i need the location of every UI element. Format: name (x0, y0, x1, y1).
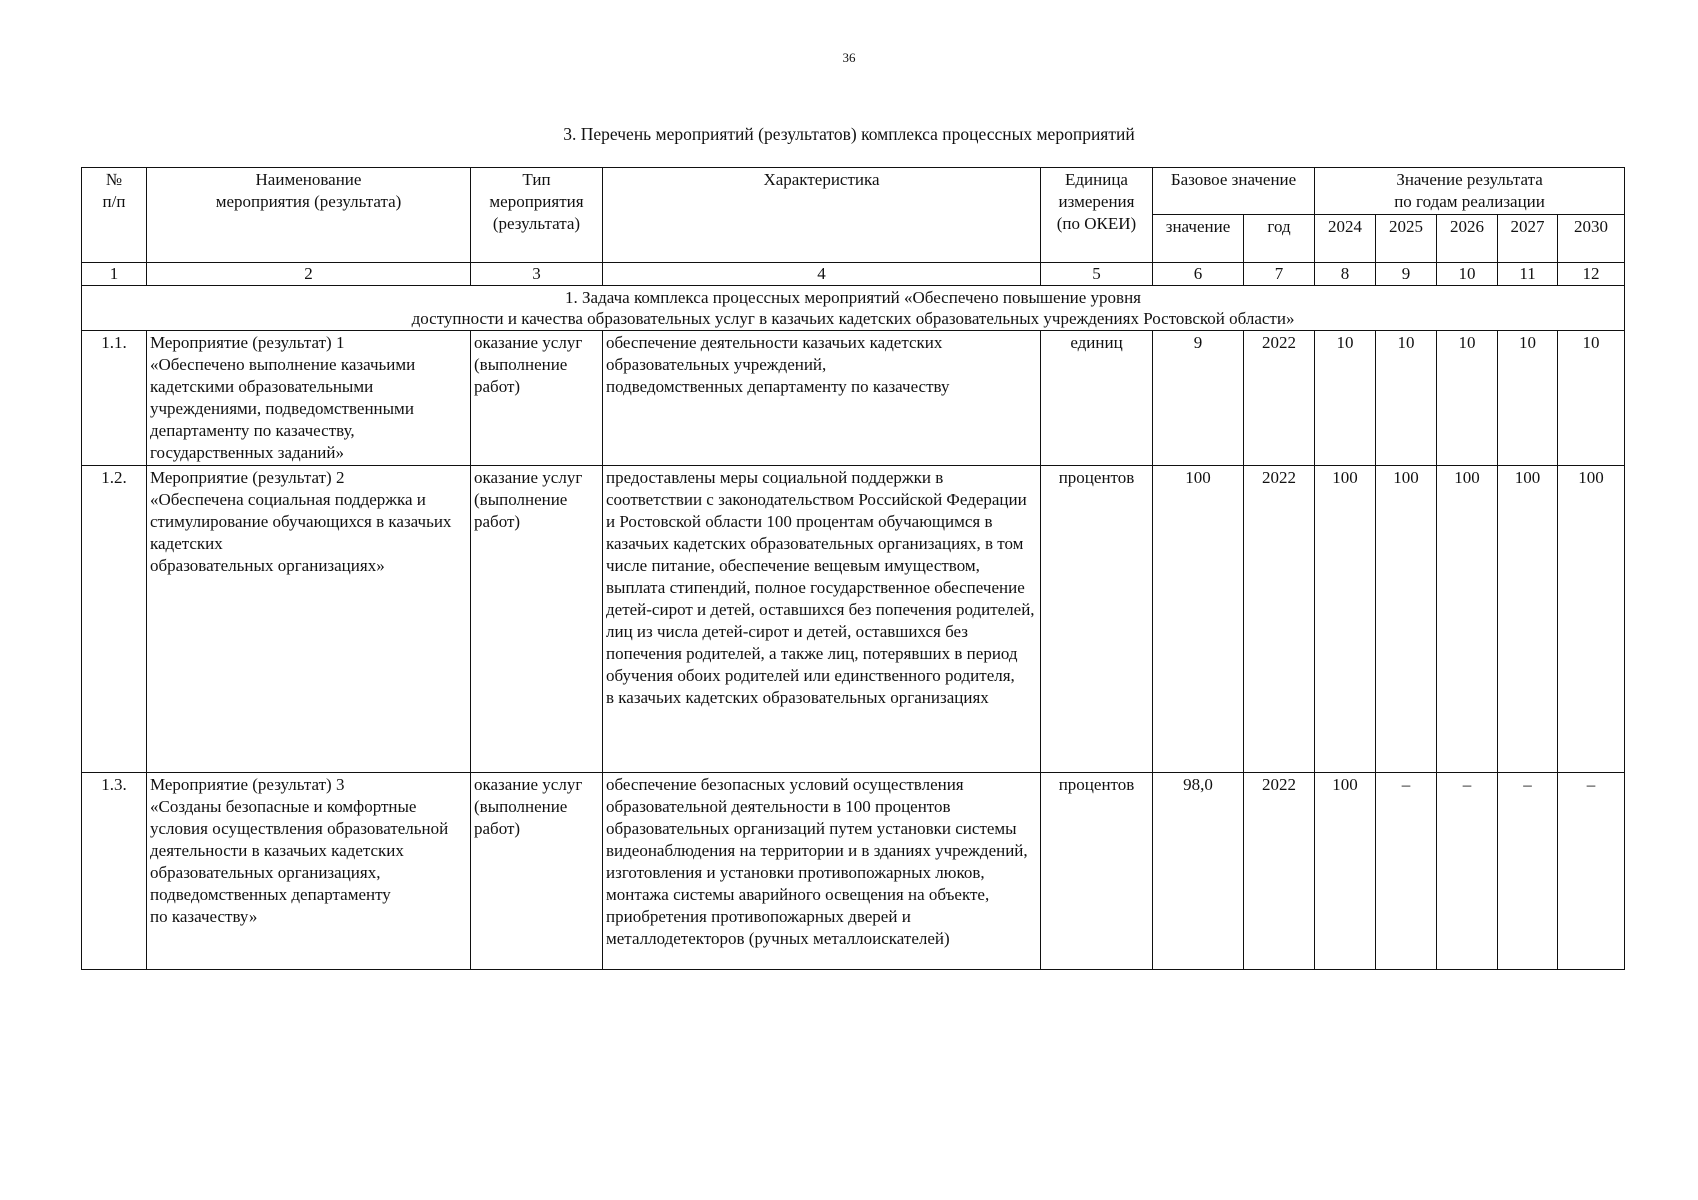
column-number: 4 (603, 263, 1041, 286)
table-body (82, 263, 1625, 970)
row-value-2026: 100 (1437, 466, 1498, 773)
header-type: Тип мероприятия (результата) (471, 168, 603, 263)
row-unit: единиц (1041, 331, 1153, 466)
row-type: оказание услуг (выполнение работ) (471, 466, 603, 773)
table-row (82, 466, 1625, 773)
row-description: предоставлены меры социальной поддержки в соответствии с законодательством Российской Федерации и Ростовской области 100 процентам обучающимся в казачьих кадетских образовательных организациях, в том числе питание, обеспечение вещевым имуществом, выплата стипендий, полное государственное обеспечение детей-сирот и детей, оставшихся без попечения родителей, лиц из числа детей-сирот и детей, оставшихся без попечения родителей, а также лиц, потерявших в период обучения обоих родителей или единственного родителя, в казачьих кадетских образовательных организациях (603, 466, 1041, 773)
row-unit: процентов (1041, 466, 1153, 773)
row-value-2026: – (1437, 773, 1498, 970)
column-number: 3 (471, 263, 603, 286)
row-base-year: 2022 (1244, 773, 1315, 970)
table-row (82, 331, 1625, 466)
column-number: 2 (147, 263, 471, 286)
column-number: 10 (1437, 263, 1498, 286)
table-row (82, 773, 1625, 970)
task-row (82, 286, 1625, 331)
header-base-year: год (1244, 215, 1315, 263)
row-description: обеспечение деятельности казачьих кадетских образовательных учреждений, подведомственных департаменту по казачеству (603, 331, 1041, 466)
results-table (81, 167, 1625, 970)
column-number: 12 (1558, 263, 1625, 286)
row-base-year: 2022 (1244, 331, 1315, 466)
task-title: 1. Задача комплекса процессных мероприятий «Обеспечено повышение уровня доступности и качества образовательных услуг в казачьих кадетских образовательных учреждениях Ростовской области» (82, 286, 1625, 331)
header-year-2027: 2027 (1498, 215, 1558, 263)
header-unit: Единица измерения (по ОКЕИ) (1041, 168, 1153, 263)
row-value-2025: 100 (1376, 466, 1437, 773)
row-value-2030: 10 (1558, 331, 1625, 466)
row-base-value: 98,0 (1153, 773, 1244, 970)
header-year-2026: 2026 (1437, 215, 1498, 263)
column-number: 1 (82, 263, 147, 286)
column-number: 6 (1153, 263, 1244, 286)
column-number: 5 (1041, 263, 1153, 286)
column-numbers-row (82, 263, 1625, 286)
row-name: Мероприятие (результат) 1 «Обеспечено выполнение казачьими кадетскими образовательными учреждениями, подведомственными департаменту по казачеству, государственных заданий» (147, 331, 471, 466)
section-title: 3. Перечень мероприятий (результатов) комплекса процессных мероприятий (563, 124, 1135, 144)
header-description: Характеристика (603, 168, 1041, 263)
row-value-2025: – (1376, 773, 1437, 970)
row-value-2024: 10 (1315, 331, 1376, 466)
row-type: оказание услуг (выполнение работ) (471, 331, 603, 466)
header-year-2025: 2025 (1376, 215, 1437, 263)
page-number: 36 (842, 50, 856, 65)
row-value-2024: 100 (1315, 466, 1376, 773)
header-year-2024: 2024 (1315, 215, 1376, 263)
row-base-year: 2022 (1244, 466, 1315, 773)
row-unit: процентов (1041, 773, 1153, 970)
row-description: обеспечение безопасных условий осуществления образовательной деятельности в 100 процентов образовательных организаций путем установки системы видеонаблюдения на территории и в зданиях учреждений, изготовления и установки противопожарных люков, монтажа системы аварийного освещения на объекте, приобретения противопожарных дверей и металлодетекторов (ручных металлоискателей) (603, 773, 1041, 970)
row-type: оказание услуг (выполнение работ) (471, 773, 603, 970)
column-number: 11 (1498, 263, 1558, 286)
table-header (82, 168, 1625, 263)
row-number: 1.3. (82, 773, 147, 970)
header-results: Значение результата по годам реализации (1315, 168, 1625, 215)
row-base-value: 100 (1153, 466, 1244, 773)
row-name: Мероприятие (результат) 2 «Обеспечена социальная поддержка и стимулирование обучающихся в казачьих кадетских образовательных организациях» (147, 466, 471, 773)
row-number: 1.2. (82, 466, 147, 773)
row-value-2024: 100 (1315, 773, 1376, 970)
row-value-2026: 10 (1437, 331, 1498, 466)
column-number: 9 (1376, 263, 1437, 286)
row-base-value: 9 (1153, 331, 1244, 466)
header-year-2030: 2030 (1558, 215, 1625, 263)
row-number: 1.1. (82, 331, 147, 466)
column-number: 7 (1244, 263, 1315, 286)
header-name: Наименование мероприятия (результата) (147, 168, 471, 263)
header-base-value: значение (1153, 215, 1244, 263)
row-value-2027: 100 (1498, 466, 1558, 773)
row-value-2025: 10 (1376, 331, 1437, 466)
row-value-2027: 10 (1498, 331, 1558, 466)
row-value-2030: – (1558, 773, 1625, 970)
header-base: Базовое значение (1153, 168, 1315, 215)
row-name: Мероприятие (результат) 3 «Созданы безопасные и комфортные условия осуществления образовательной деятельности в казачьих кадетских образовательных организациях, подведомственных департаменту по казачеству» (147, 773, 471, 970)
row-value-2030: 100 (1558, 466, 1625, 773)
column-number: 8 (1315, 263, 1376, 286)
header-no: № п/п (82, 168, 147, 263)
row-value-2027: – (1498, 773, 1558, 970)
